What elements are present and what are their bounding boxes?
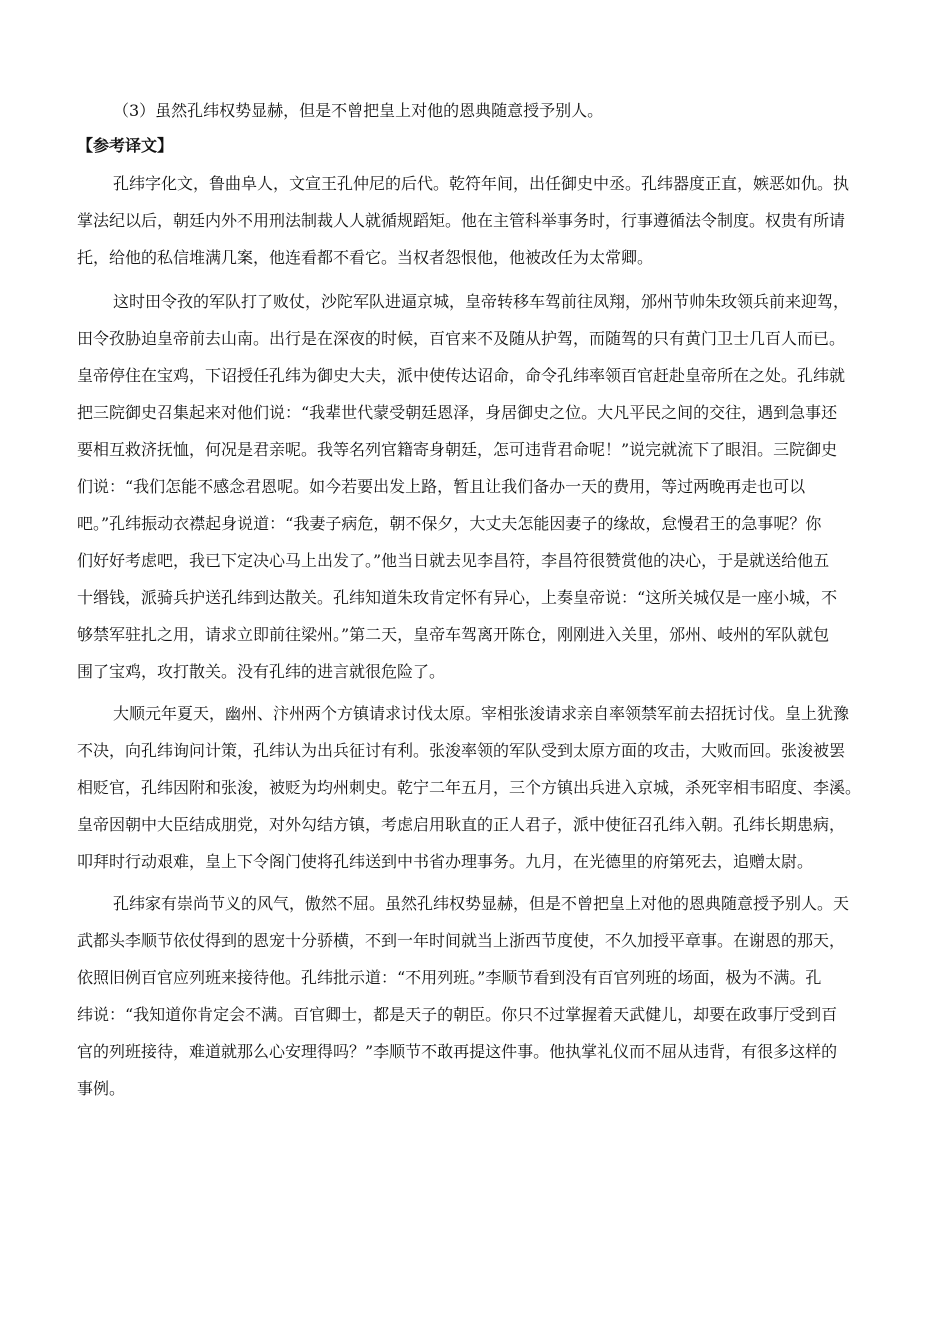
- text-line: 十缗钱，派骑兵护送孔纬到达散关。孔纬知道朱玫肯定怀有异心，上奏皇帝说：“这所关城仅是一座小城，不: [77, 588, 838, 607]
- text-line: 围了宝鸡，攻打散关。没有孔纬的进言就很危险了。: [77, 662, 446, 681]
- text-line: 事例。: [77, 1079, 126, 1098]
- text-line: 孔纬家有崇尚节义的风气，傲然不屈。虽然孔纬权势显赫，但是不曾把皇上对他的恩典随意授予别人。天: [113, 894, 850, 913]
- text-line: 皇帝因朝中大臣结成朋党，对外勾结方镇，考虑启用耿直的正人君子，派中使征召孔纬入朝。孔纬长期患病，: [77, 815, 846, 834]
- text-line: 叩拜时行动艰难，皇上下令阁门使将孔纬送到中书省办理事务。九月，在光德里的府第死去，追赠太尉。: [77, 852, 814, 871]
- answer-point-3: （3）虽然孔纬权势显赫，但是不曾把皇上对他的恩典随意授予别人。: [113, 101, 604, 120]
- text-line: 们说：“我们怎能不感念君恩呢。如今若要出发上路，暂且让我们备办一天的费用，等过两晚再走也可以: [77, 477, 806, 496]
- text-line: 相贬官，孔纬因附和张浚，被贬为均州刺史。乾宁二年五月，三个方镇出兵进入京城，杀死宰相韦昭度、李溪。: [77, 778, 862, 797]
- text-line: 武都头李顺节依仗得到的恩宠十分骄横，不到一年时间就当上浙西节度使，不久加授平章事。在谢恩的那天，: [77, 931, 846, 950]
- text-line: 孔纬字化文，鲁曲阜人，文宣王孔仲尼的后代。乾符年间，出任御史中丞。孔纬器度正直，嫉恶如仇。执: [113, 174, 850, 193]
- text-line: 够禁军驻扎之用，请求立即前往梁州。”第二天，皇帝车驾离开陈仓，刚刚进入关里，邠州、岐州的军队就包: [77, 625, 830, 644]
- text-line: 托，给他的私信堆满几案，他连看都不看它。当权者怨恨他，他被改任为太常卿。: [77, 248, 654, 267]
- text-line: 大顺元年夏天，幽州、汴州两个方镇请求讨伐太原。宰相张浚请求亲自率领禁军前去招抚讨伐。皇上犹豫: [113, 704, 850, 723]
- text-line: 不决，向孔纬询问计策，孔纬认为出兵征讨有利。张浚率领的军队受到太原方面的攻击，大败而回。张浚被罢: [77, 741, 846, 760]
- text-line: 官的列班接待，难道就那么心安理得吗？”李顺节不敢再提这件事。他执掌礼仪而不屈从违背，有很多这样的: [77, 1042, 838, 1061]
- text-line: 吧。”孔纬振动衣襟起身说道：“我妻子病危，朝不保夕，大丈夫怎能因妻子的缘故，怠慢君王的急事呢？你: [77, 514, 822, 533]
- text-line: 掌法纪以后，朝廷内外不用刑法制裁人人就循规蹈矩。他在主管科举事务时，行事遵循法令制度。权贵有所请: [77, 211, 846, 230]
- text-line: 皇帝停住在宝鸡，下诏授任孔纬为御史大夫，派中使传达诏命，命令孔纬率领百官赶赴皇帝所在之处。孔纬就: [77, 366, 846, 385]
- text-line: 把三院御史召集起来对他们说：“我辈世代蒙受朝廷恩泽，身居御史之位。大凡平民之间的交往，遇到急事还: [77, 403, 838, 422]
- text-line: 依照旧例百官应列班来接待他。孔纬批示道：“不用列班。”李顺节看到没有百官列班的场面，极为不满。孔: [77, 968, 822, 987]
- text-line: 田令孜胁迫皇帝前去山南。出行是在深夜的时候，百官来不及随从护驾，而随驾的只有黄门卫士几百人而已。: [77, 329, 846, 348]
- text-line: 要相互救济抚恤，何况是君亲呢。我等名列官籍寄身朝廷，怎可违背君命呢！”说完就流下了眼泪。三院御史: [77, 440, 838, 459]
- text-line: 这时田令孜的军队打了败仗，沙陀军队进逼京城，皇帝转移车驾前往凤翔，邠州节帅朱玫领兵前来迎驾，: [113, 292, 850, 311]
- text-line: 纬说：“我知道你肯定会不满。百官卿士，都是天子的朝臣。你只不过掌握着天武健儿，却要在政事厅受到百: [77, 1005, 838, 1024]
- text-line: 们好好考虑吧，我已下定决心马上出发了。”他当日就去见李昌符，李昌符很赞赏他的决心，于是就送给他五: [77, 551, 830, 570]
- section-heading: 【参考译文】: [77, 136, 174, 155]
